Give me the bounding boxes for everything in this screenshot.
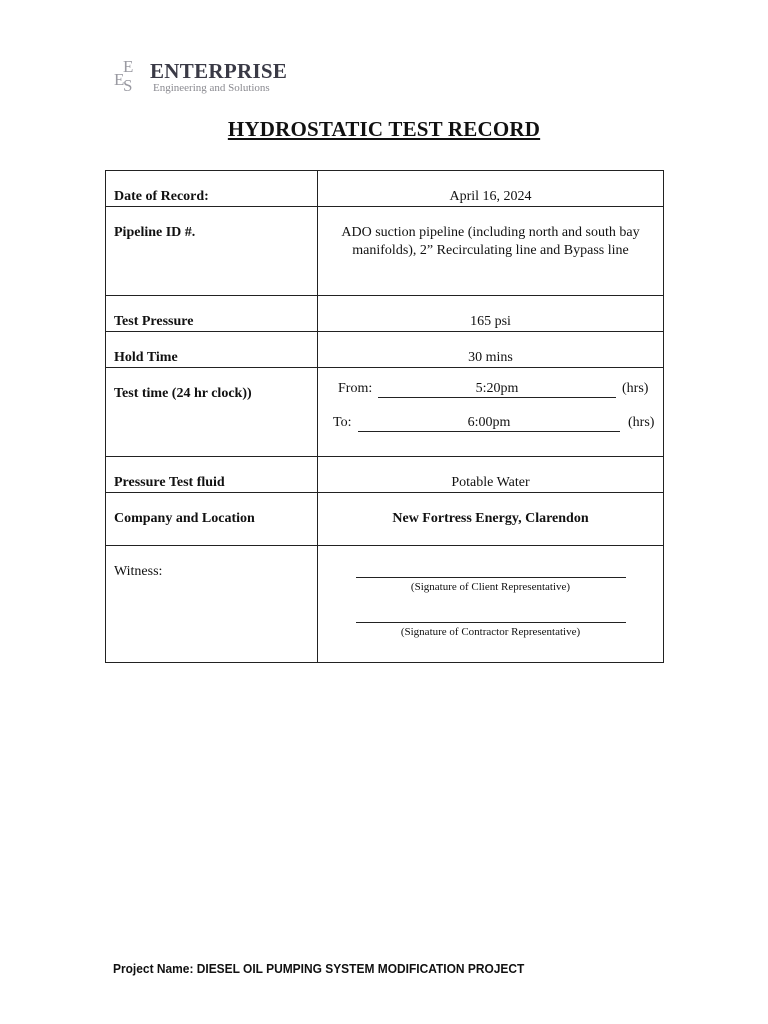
document-title: HYDROSTATIC TEST RECORD [227,117,541,141]
witness-label-cell [106,546,318,663]
contractor-signature-line[interactable] [356,621,626,623]
client-signature-caption: (Signature of Client Representative) [410,581,571,593]
company-value: New Fortress Energy, Clarendon [392,511,589,526]
logo-mark-icon [112,57,148,97]
pipeline-label: Pipeline ID #. [114,225,196,240]
hold-value-cell [318,332,664,368]
contractor-signature-caption: (Signature of Contractor Representative) [400,626,581,638]
table-row [106,457,664,493]
test-time-label-cell [106,368,318,457]
table-row [106,171,664,207]
logo-letter: S [123,76,133,95]
company-label-cell [106,493,318,546]
pipeline-value-cell [318,207,664,296]
date-label-cell [106,171,318,207]
from-label: From: [338,381,373,396]
witness-signature-cell [318,546,664,663]
to-time-line [318,414,663,448]
to-unit: (hrs) [628,415,655,430]
hold-value: 30 mins [468,350,513,365]
to-label: To: [333,415,352,430]
test-record-table [105,170,664,663]
to-value: 6:00pm [358,414,620,432]
table-row [106,493,664,546]
pipeline-value: ADO suction pipeline (including north and south bay manifolds), 2” Recirculating line and Bypass line [341,225,640,258]
company-value-cell [318,493,664,546]
from-unit: (hrs) [622,381,649,396]
client-signature-line[interactable] [356,576,626,578]
test-time-value-cell [318,368,664,457]
witness-label: Witness: [114,564,163,579]
date-label: Date of Record: [114,189,209,204]
logo-letter: E [114,70,125,89]
fluid-value-cell [318,457,664,493]
pressure-label: Test Pressure [114,314,194,329]
pressure-value-cell [318,296,664,332]
table-row [106,207,664,296]
date-value: April 16, 2024 [449,189,532,204]
company-logo [112,57,312,99]
logo-tagline: Engineering and Solutions [153,82,270,94]
company-label: Company and Location [114,511,255,526]
pressure-label-cell [106,296,318,332]
fluid-label: Pressure Test fluid [114,475,225,490]
logo-letter: E [123,57,134,76]
table-row [106,546,664,663]
test-time-label: Test time (24 hr clock)) [114,386,252,401]
table-row [106,296,664,332]
from-value: 5:20pm [378,380,616,398]
table-row [106,368,664,457]
table-row [106,332,664,368]
pressure-value: 165 psi [470,314,511,329]
hold-label-cell [106,332,318,368]
fluid-label-cell [106,457,318,493]
fluid-value: Potable Water [451,475,530,490]
pipeline-label-cell [106,207,318,296]
hold-label: Hold Time [114,350,178,365]
date-value-cell [318,171,664,207]
logo-name: ENTERPRISE [150,59,288,83]
from-time-line [318,380,663,414]
project-name-footer: Project Name: DIESEL OIL PUMPING SYSTEM MODIFICATION PROJECT [113,961,525,976]
